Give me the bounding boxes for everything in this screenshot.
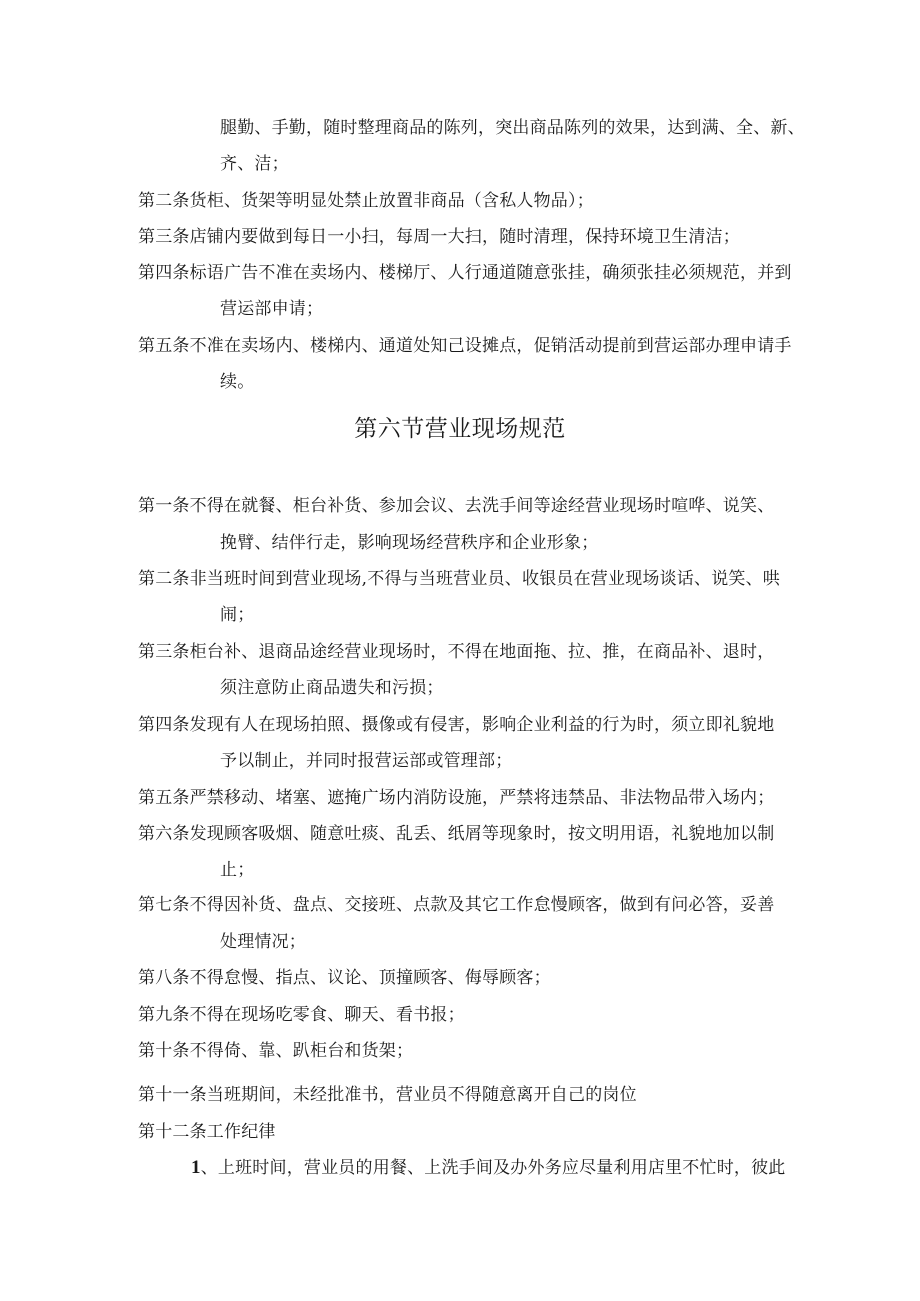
rule-line: 第三条柜台补、退商品途经营业现场时，不得在地面拖、拉、推，在商品补、退时， [138,642,775,662]
rule-line-continued: 予以制止，并同时报营运部或管理部； [220,751,513,771]
rule-line-continued: 营运部申请； [220,299,324,319]
rule-line-continued: 挽臂、结伴行走，影响现场经营秩序和企业形象； [220,533,599,553]
rule-line: 第八条不得怠慢、指点、议论、顶撞顾客、侮辱顾客； [138,968,551,988]
rule-line-continued: 处理情况； [220,932,306,952]
rule-line: 第二条非当班时间到营业现场,不得与当班营业员、收银员在营业现场谈话、说笑、哄 [138,569,781,589]
rule-line-continued: 止； [220,860,255,880]
rule-line-continued: 须注意防止商品遗失和污损； [220,678,444,698]
intro-line-2: 齐、洁； [220,154,289,174]
rule-line: 第四条发现有人在现场拍照、摄像或有侵害，影响企业利益的行为时，须立即礼貌地 [138,715,775,735]
rule-line: 第十条不得倚、靠、趴柜台和货架； [138,1041,414,1061]
rule-line: 第十二条工作纪律 [138,1122,276,1142]
rule-line: 第五条不准在卖场内、楼梯内、通道处知己设摊点，促销活动提前到营运部办理申请手 [138,336,792,356]
item-1-line [191,1156,786,1180]
rule-line: 第六条发现顾客吸烟、随意吐痰、乱丢、纸屑等现象时，按文明用语，礼貌地加以制 [138,824,775,844]
rule-line: 第三条店铺内要做到每日一小扫，每周一大扫，随时清理，保持环境卫生清洁； [138,227,740,247]
rule-line: 第二条货柜、货架等明显处禁止放置非商品（含私人物品）； [138,191,594,211]
section-title: 第六节营业现场规范 [354,416,566,442]
item-1-number: 1 [191,1157,201,1178]
rule-line: 第一条不得在就餐、柜台补货、参加会议、去洗手间等途经营业现场时喧哗、说笑、 [138,496,775,516]
rule-line-continued: 闹； [220,605,255,625]
intro-line-1: 腿勤、手勤，随时整理商品的陈列，突出商品陈列的效果，达到满、全、新、 [220,118,805,138]
rule-line: 第七条不得因补货、盘点、交接班、点款及其它工作怠慢顾客，做到有问必答，妥善 [138,895,775,915]
rule-line: 第五条严禁移动、堵塞、遮掩广场内消防设施，严禁将违禁品、非法物品带入场内； [138,788,775,808]
item-1-text: 、上班时间，营业员的用餐、上洗手间及办外务应尽量利用店里不忙时，彼此 [200,1158,786,1178]
rule-line: 第四条标语广告不准在卖场内、楼梯厅、人行通道随意张挂，确须张挂必须规范，并到 [138,263,792,283]
rule-line: 第九条不得在现场吃零食、聊天、看书报； [138,1005,465,1025]
rule-line-continued: 续。 [220,372,255,392]
rule-line: 第十一条当班期间，未经批准书，营业员不得随意离开自己的岗位 [138,1085,637,1105]
